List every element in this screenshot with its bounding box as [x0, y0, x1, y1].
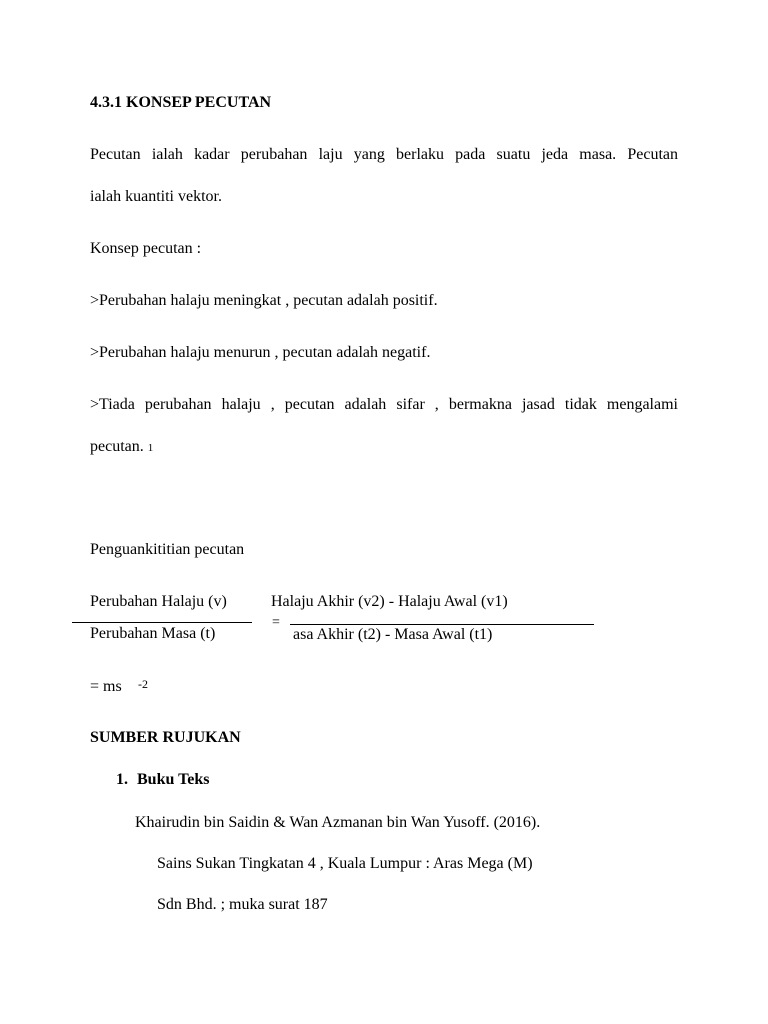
- formula-title: Penguankititian pecutan: [90, 541, 245, 558]
- concept-item-zero-text: pecutan.: [90, 438, 144, 455]
- formula-left-denominator: Perubahan Masa (t): [90, 625, 216, 642]
- reference-item-title: Buku Teks: [137, 771, 210, 788]
- formula-left-fraction-bar: [72, 622, 252, 623]
- formula-right-numerator: Halaju Akhir (v2) - Halaju Awal (v1): [271, 593, 508, 610]
- concept-item-zero-line-2: [90, 438, 153, 456]
- citation-line-2: Sains Sukan Tingkatan 4 , Kuala Lumpur : Aras Mega (M): [157, 855, 533, 872]
- formula-right-denominator: asa Akhir (t2) - Masa Awal (t1): [293, 626, 493, 643]
- concept-item-negative: >Perubahan halaju menurun , pecutan adalah negatif.: [90, 344, 431, 361]
- citation-line-1: Khairudin bin Saidin & Wan Azmanan bin Wan Yusoff. (2016).: [135, 814, 541, 831]
- citation-line-3: Sdn Bhd. ; muka surat 187: [157, 896, 328, 913]
- formula-unit-exponent: -2: [138, 677, 148, 691]
- references-heading: SUMBER RUJUKAN: [90, 729, 241, 746]
- concept-label: Konsep pecutan :: [90, 240, 202, 257]
- formula-equals-sign: =: [272, 615, 280, 630]
- concept-item-zero-line-1: >Tiada perubahan halaju , pecutan adalah sifar , bermakna jasad tidak mengalami: [90, 396, 678, 413]
- definition-line-1: Pecutan ialah kadar perubahan laju yang berlaku pada suatu jeda masa. Pecutan: [90, 146, 678, 163]
- footnote-marker[interactable]: 1: [147, 442, 154, 454]
- definition-line-2: ialah kuantiti vektor.: [90, 188, 222, 205]
- formula-left-numerator: Perubahan Halaju (v): [90, 593, 227, 610]
- concept-item-positive: >Perubahan halaju meningkat , pecutan adalah positif.: [90, 292, 438, 309]
- formula-right-fraction-bar: [290, 624, 594, 625]
- section-heading: 4.3.1 KONSEP PECUTAN: [90, 94, 272, 111]
- reference-item-number: 1.: [116, 771, 128, 788]
- formula-unit: = ms: [90, 678, 122, 695]
